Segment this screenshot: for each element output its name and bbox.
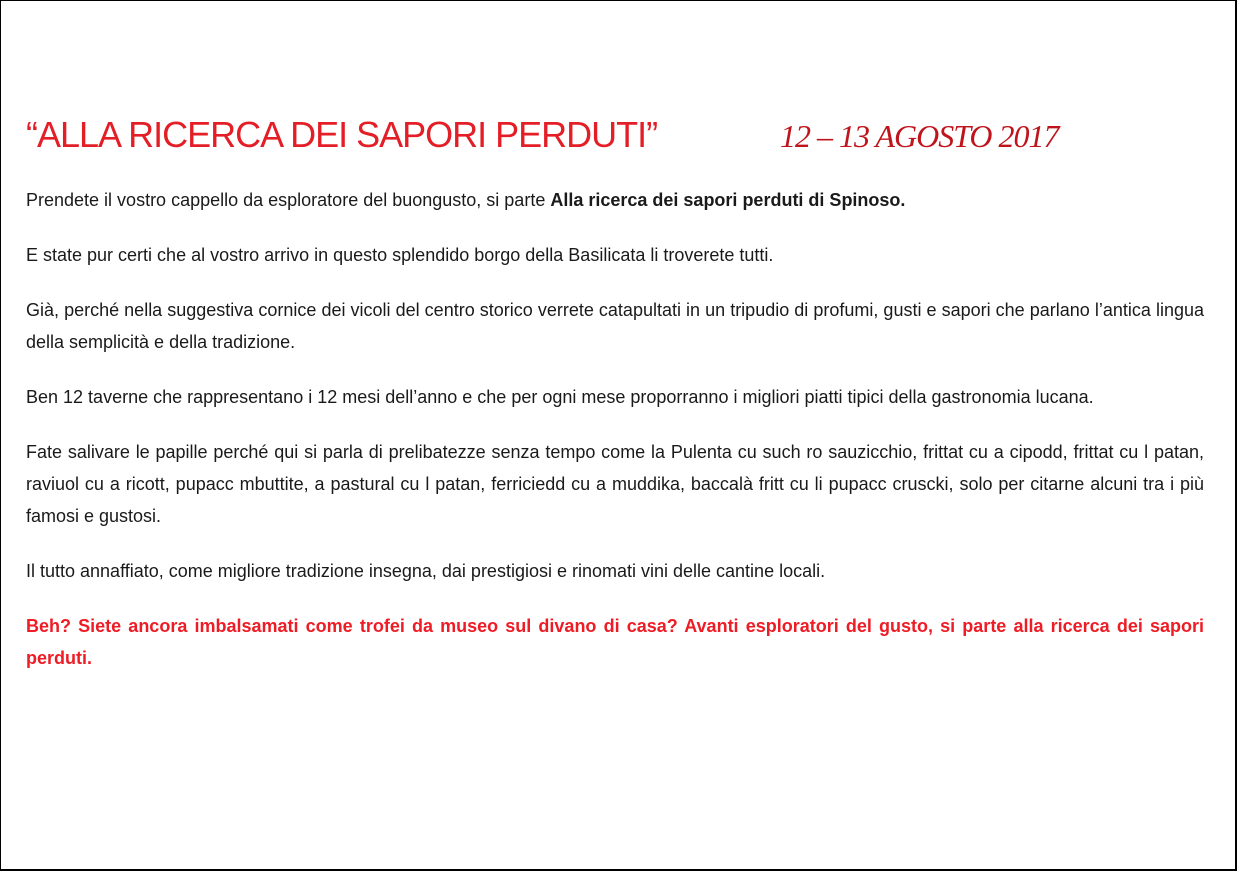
event-date: 12 – 13 AGOSTO 2017: [780, 118, 1059, 154]
document-header: [26, 114, 1206, 164]
paragraph-intro: [26, 184, 1204, 216]
document-body: [26, 184, 1204, 697]
paragraph-arrival: E state pur certi che al vostro arrivo in questo splendido borgo della Basilicata li troverete tutti.: [26, 245, 774, 265]
paragraph-setting: Già, perché nella suggestiva cornice dei vicoli del centro storico verrete catapultati in un tripudio di profumi, gusti e sapori che parlano l’antica lingua della semplicità e della tradizione.: [26, 300, 1204, 352]
intro-bold-text: Alla ricerca dei sapori perduti di Spinoso.: [550, 190, 906, 210]
paragraph-wines: Il tutto annaffiato, come migliore tradizione insegna, dai prestigiosi e rinomati vini delle cantine locali.: [26, 561, 826, 581]
paragraph-closing: Beh? Siete ancora imbalsamati come trofei da museo sul divano di casa? Avanti esploratori del gusto, si parte alla ricerca dei sapori perduti.: [26, 616, 1204, 668]
intro-text: Prendete il vostro cappello da esploratore del buongusto, si parte: [26, 190, 551, 210]
paragraph-taverns: Ben 12 taverne che rappresentano i 12 mesi dell’anno e che per ogni mese proporranno i migliori piatti tipici della gastronomia lucana.: [26, 387, 1094, 407]
paragraph-dishes: Fate salivare le papille perché qui si parla di prelibatezze senza tempo come la Pulenta cu such ro sauzicchio, frittat cu a cipodd, frittat cu l patan, raviuol cu a ricott, pupacc mbuttite, a pastural cu l patan, ferriciedd cu a muddika, baccalà fritt cu li pupacc cruscki, solo per citarne alcuni tra i più famosi e gustosi.: [26, 442, 1204, 526]
document-title: “ALLA RICERCA DEI SAPORI PERDUTI”: [26, 114, 658, 155]
